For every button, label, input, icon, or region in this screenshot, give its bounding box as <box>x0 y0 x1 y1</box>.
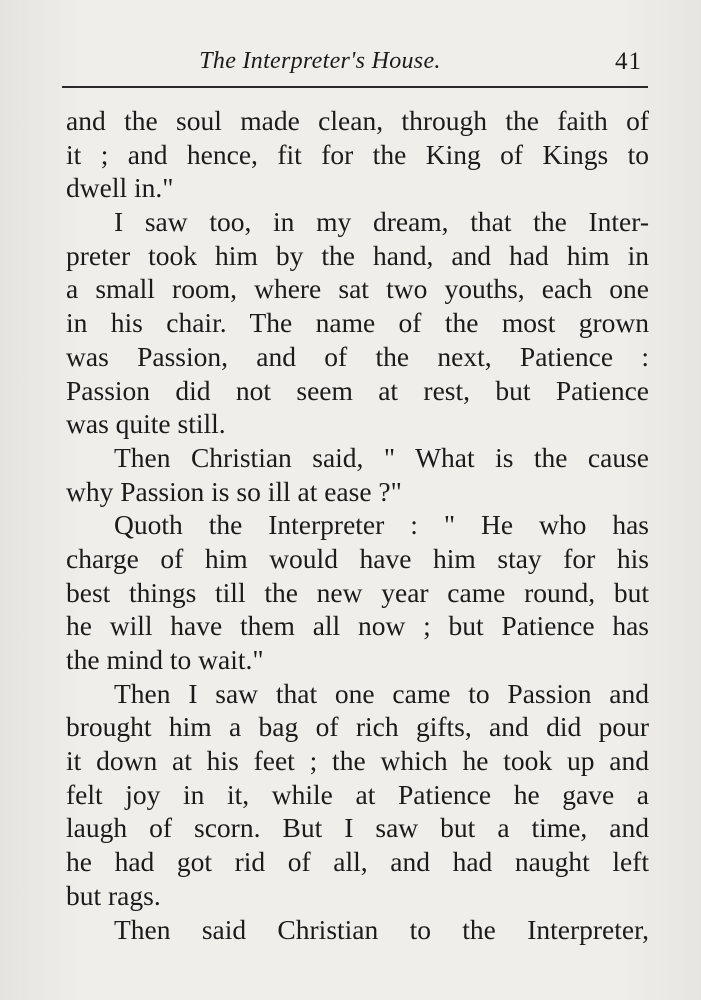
text-line: in his chair. The name of the most grown <box>66 307 649 339</box>
text-line: laugh of scorn. But I saw but a time, and <box>66 812 649 844</box>
text-line: Then I saw that one came to Passion and <box>114 677 649 709</box>
text-line: it down at his feet ; the which he took up and <box>66 745 649 777</box>
text-line: he will have them all now ; but Patience has <box>66 610 649 642</box>
text-line: was Passion, and of the next, Patience : <box>66 340 649 372</box>
text-line: Passion did not seem at rest, but Patience <box>66 374 649 406</box>
text-line: I saw too, in my dream, that the Inter- <box>114 206 649 238</box>
text-line: Then said Christian to the Interpreter, <box>114 913 649 945</box>
text-line: was quite still. <box>66 408 226 440</box>
text-line: Quoth the Interpreter : " He who has <box>114 509 649 541</box>
text-line: the mind to wait." <box>66 644 264 675</box>
text-line: it ; and hence, fit for the King of Kings to <box>66 138 649 170</box>
running-title: The Interpreter's House. <box>199 48 441 74</box>
text-line: Then Christian said, " What is the cause <box>114 441 649 473</box>
text-line: best things till the new year came round, but <box>66 576 649 608</box>
text-line: felt joy in it, while at Patience he gave a <box>66 778 649 810</box>
body-text <box>66 104 649 946</box>
text-line: why Passion is so ill at ease ?" <box>66 475 402 507</box>
page-number: 41 <box>615 48 642 75</box>
text-line: brought him a bag of rich gifts, and did pour <box>66 711 649 743</box>
text-line: dwell in." <box>66 172 174 204</box>
running-head <box>60 44 650 84</box>
text-line: a small room, where sat two youths, each one <box>66 273 649 305</box>
text-line: he had got rid of all, and had naught left <box>66 846 649 878</box>
text-line: charge of him would have him stay for his <box>66 542 649 574</box>
text-line: but rags. <box>66 879 161 911</box>
text-line: and the soul made clean, through the faith of <box>66 105 649 136</box>
text-line: preter took him by the hand, and had him in <box>66 239 649 271</box>
header-rule <box>62 86 648 88</box>
